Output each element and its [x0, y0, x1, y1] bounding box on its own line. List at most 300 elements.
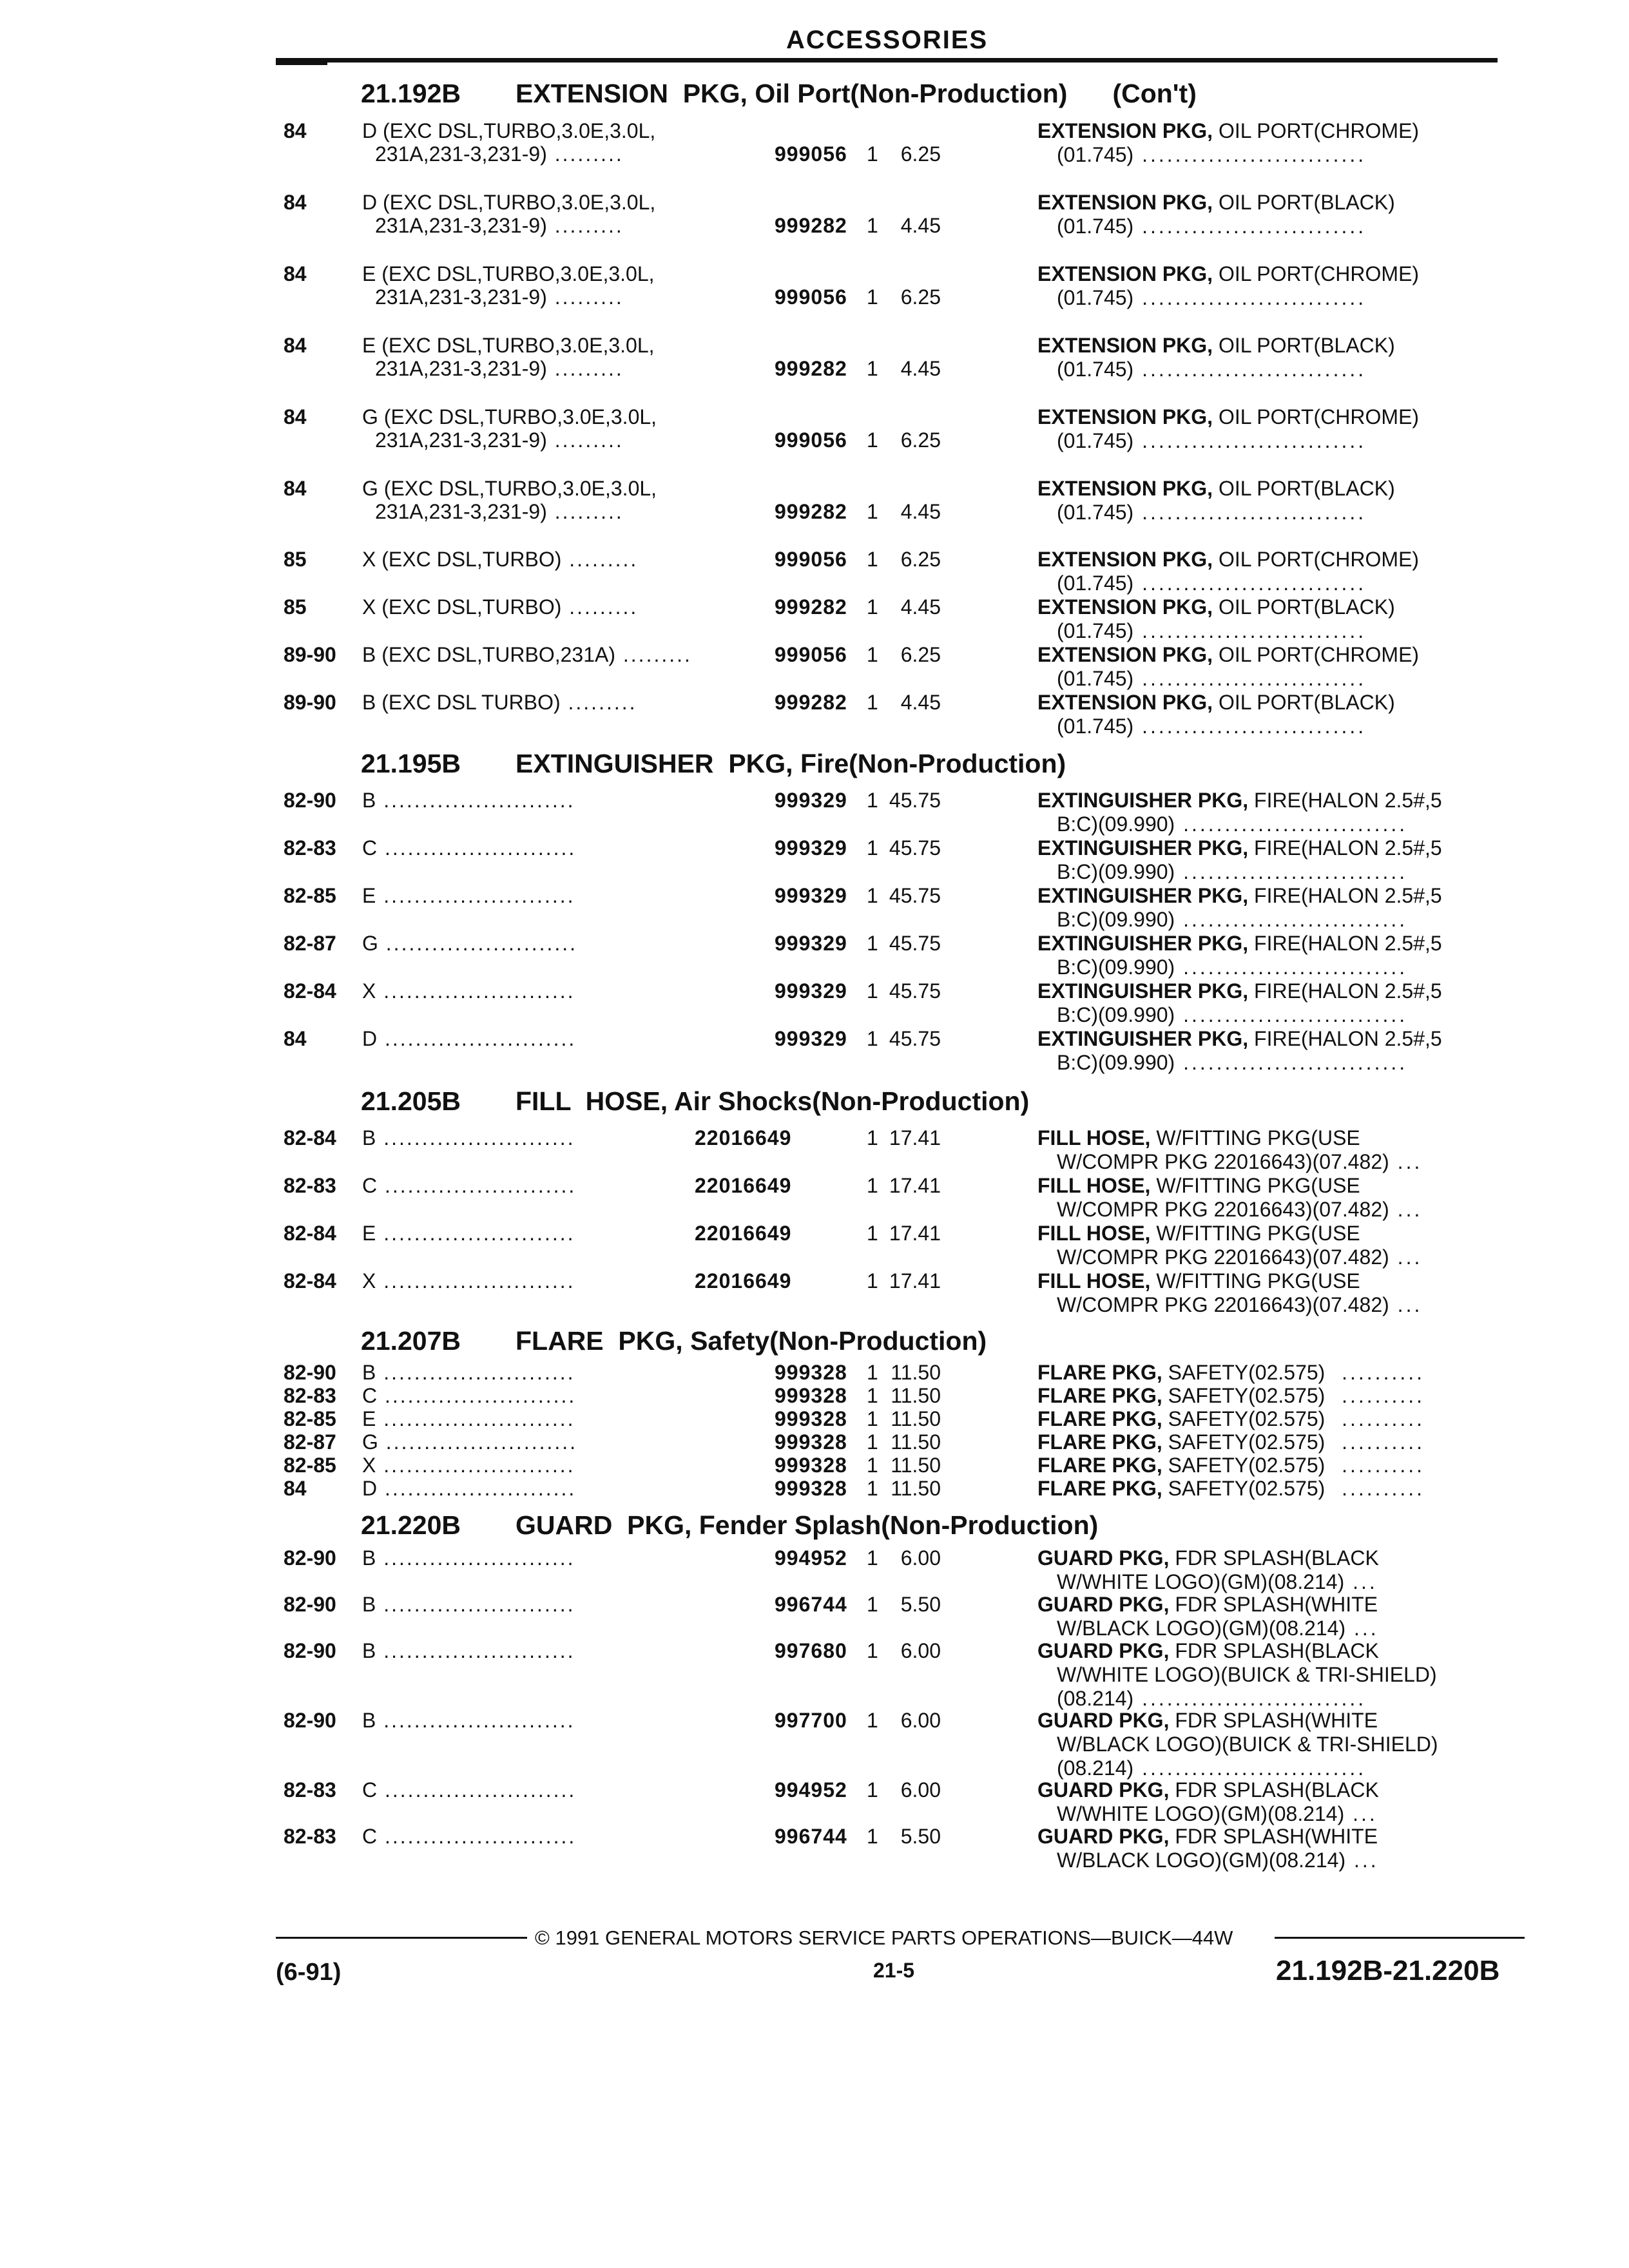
- application-line-1: C: [362, 1825, 378, 1848]
- description: [1037, 643, 1508, 691]
- model-year: 84: [284, 119, 307, 142]
- leader-dots: .........................: [377, 1384, 577, 1407]
- leader-dots: ...: [1389, 1245, 1423, 1269]
- description-text: OIL PORT(BLACK): [1213, 595, 1395, 619]
- description-line-1: [1037, 884, 1508, 908]
- application-line-1: B: [362, 1361, 376, 1384]
- description-text: OIL PORT(CHROME): [1213, 643, 1420, 666]
- application-line-1: G (EXC DSL,TURBO,3.0E,3.0L,: [362, 477, 657, 500]
- description-line-1: [1037, 1709, 1508, 1733]
- quantity: 1: [867, 428, 878, 452]
- description: [1037, 1407, 1508, 1431]
- part-number: 994952: [775, 1546, 847, 1570]
- leader-dots: .........: [560, 691, 637, 714]
- application-line-1: B: [362, 1709, 376, 1732]
- quantity: 1: [867, 1361, 878, 1384]
- leader-dots: .........: [561, 595, 639, 619]
- description-text-2: (01.745): [1057, 619, 1134, 642]
- description-line-1: [1037, 1454, 1508, 1477]
- description-text-2: B:C)(09.990): [1057, 956, 1175, 979]
- description-text-2: W/WHITE LOGO)(BUICK & TRI-SHIELD): [1057, 1663, 1437, 1686]
- part-number: 999056: [775, 548, 847, 571]
- leader-dots: .........: [615, 643, 692, 666]
- model-year: 84: [284, 405, 307, 428]
- quantity: 1: [867, 691, 878, 714]
- description-text: FIRE(HALON 2.5#,5: [1248, 836, 1442, 860]
- description-text-2: (01.745): [1057, 667, 1134, 690]
- description-text: OIL PORT(CHROME): [1213, 262, 1420, 285]
- description-line-3: [1037, 1756, 1508, 1780]
- description-keyword: GUARD PKG,: [1037, 1709, 1170, 1732]
- quantity: 1: [867, 1546, 878, 1570]
- description-text: FDR SPLASH(WHITE: [1169, 1709, 1378, 1732]
- application-line-2: [375, 142, 624, 166]
- part-number: 999056: [775, 285, 847, 309]
- description-text-2: W/BLACK LOGO)(BUICK & TRI-SHIELD): [1057, 1733, 1438, 1756]
- model-year: 84: [284, 191, 307, 214]
- application-line-1: E: [362, 884, 376, 907]
- price: 45.75: [889, 884, 941, 907]
- description-text-3: (08.214): [1057, 1687, 1134, 1710]
- leader-dots: ...........................: [1175, 956, 1408, 979]
- section-title: EXTENSION PKG, Oil Port(Non-Production): [516, 79, 1068, 108]
- leader-dots: ...: [1345, 1849, 1379, 1872]
- application-line-2-text: 231A,231-3,231-9): [375, 142, 547, 166]
- description-text: FDR SPLASH(BLACK: [1169, 1639, 1379, 1662]
- model-year: 84: [284, 334, 307, 357]
- part-number: 997680: [775, 1639, 847, 1662]
- description: [1037, 1709, 1508, 1780]
- description-line-2: [1037, 1150, 1508, 1174]
- description-text-2: (01.745): [1057, 429, 1134, 452]
- description-text: FIRE(HALON 2.5#,5: [1248, 789, 1442, 812]
- part-number: 999282: [775, 357, 847, 380]
- leader-dots: ...........................: [1133, 429, 1367, 452]
- description-line-2: [1037, 429, 1508, 453]
- quantity: 1: [867, 357, 878, 380]
- application-line-2: [375, 285, 624, 309]
- section-heading: [361, 1510, 1098, 1541]
- section-heading: [361, 749, 1066, 779]
- description-line-1: [1037, 691, 1508, 715]
- leader-dots: ...........................: [1133, 715, 1367, 738]
- part-number: 999328: [775, 1384, 847, 1407]
- description: [1037, 477, 1508, 524]
- description-line-1: [1037, 119, 1508, 143]
- price: 45.75: [889, 979, 941, 1003]
- price: 11.50: [891, 1454, 941, 1477]
- price: 6.25: [900, 428, 941, 452]
- leader-dots: ...........................: [1175, 908, 1408, 931]
- description-line-1: [1037, 1477, 1508, 1501]
- model-year: 82-90: [284, 1361, 336, 1384]
- quantity: 1: [867, 1639, 878, 1662]
- page-header-title: ACCESSORIES: [786, 26, 988, 54]
- price: 6.25: [900, 643, 941, 666]
- description-text-2: W/COMPR PKG 22016643)(07.482): [1057, 1150, 1389, 1173]
- description-text-2: (01.745): [1057, 215, 1134, 238]
- section-title: EXTINGUISHER PKG, Fire(Non-Production): [516, 749, 1066, 778]
- quantity: 1: [867, 142, 878, 166]
- description-line-1: [1037, 1027, 1508, 1051]
- part-number: 999328: [775, 1477, 847, 1500]
- description-line-2: [1037, 1245, 1508, 1269]
- leader-dots: ..........: [1325, 1477, 1425, 1500]
- model-year: 82-84: [284, 1269, 336, 1293]
- description-keyword: EXTENSION PKG,: [1037, 595, 1213, 619]
- leader-dots: .........................: [378, 1430, 578, 1454]
- leader-dots: .........................: [377, 1174, 577, 1197]
- description: [1037, 1269, 1508, 1317]
- description-keyword: FILL HOSE,: [1037, 1222, 1151, 1245]
- leader-dots: ...........................: [1133, 667, 1367, 690]
- leader-dots: .........................: [376, 1454, 575, 1477]
- description-keyword: FILL HOSE,: [1037, 1174, 1151, 1197]
- leader-dots: .........................: [376, 1126, 575, 1149]
- section-continued: (Con't): [1112, 79, 1197, 108]
- description-line-3: [1037, 1687, 1508, 1711]
- model-year: 82-83: [284, 1384, 336, 1407]
- header-rule-accent: [276, 62, 327, 65]
- description-line-2: [1037, 286, 1508, 310]
- model-year: 82-90: [284, 1546, 336, 1570]
- description-line-1: [1037, 477, 1508, 501]
- model-year: 82-83: [284, 836, 336, 860]
- description-text: OIL PORT(CHROME): [1213, 119, 1420, 142]
- application-line-2: [375, 214, 624, 238]
- part-number: 996744: [775, 1593, 847, 1616]
- application-line-1: B: [362, 1593, 376, 1616]
- application-line-1: D: [362, 1027, 378, 1050]
- part-number: 999329: [775, 932, 847, 955]
- description-line-2: [1037, 143, 1508, 167]
- model-year: 82-83: [284, 1825, 336, 1848]
- quantity: 1: [867, 979, 878, 1003]
- part-number: 994952: [775, 1778, 847, 1802]
- description-line-1: [1037, 1384, 1508, 1408]
- description: [1037, 1825, 1508, 1872]
- application-line-1: X (EXC DSL,TURBO): [362, 548, 562, 571]
- application-line-1: B: [362, 1639, 376, 1662]
- price: 5.50: [900, 1825, 941, 1848]
- part-number: 999328: [775, 1430, 847, 1454]
- price: 11.50: [891, 1361, 941, 1384]
- leader-dots: ...........................: [1133, 358, 1367, 381]
- description-line-2: [1037, 812, 1508, 836]
- description: [1037, 548, 1508, 595]
- leader-dots: ...: [1344, 1570, 1378, 1593]
- leader-dots: ...........................: [1133, 215, 1367, 238]
- description-keyword: EXTINGUISHER PKG,: [1037, 979, 1249, 1003]
- description-line-2: [1037, 1617, 1508, 1640]
- description-text: FDR SPLASH(BLACK: [1169, 1778, 1379, 1802]
- model-year: 82-90: [284, 1593, 336, 1616]
- leader-dots: ...: [1389, 1150, 1423, 1173]
- description: [1037, 1546, 1508, 1594]
- leader-dots: .........: [561, 548, 639, 571]
- part-number: 999056: [775, 643, 847, 666]
- description: [1037, 334, 1508, 381]
- description-line-2: [1037, 1051, 1508, 1075]
- price: 45.75: [889, 932, 941, 955]
- description-line-1: [1037, 1778, 1508, 1802]
- leader-dots: ...: [1389, 1293, 1423, 1316]
- model-year: 85: [284, 548, 307, 571]
- description: [1037, 884, 1508, 932]
- description-line-1: [1037, 548, 1508, 572]
- quantity: 1: [867, 1477, 878, 1500]
- part-number: 999329: [775, 789, 847, 812]
- description: [1037, 1593, 1508, 1640]
- description: [1037, 1639, 1508, 1711]
- leader-dots: ..........: [1325, 1407, 1425, 1430]
- leader-dots: .........................: [377, 1778, 577, 1802]
- application-line-1: D (EXC DSL,TURBO,3.0E,3.0L,: [362, 119, 656, 142]
- description-line-2: [1037, 619, 1508, 643]
- leader-dots: ...........................: [1133, 1687, 1367, 1710]
- description-text: SAFETY(02.575): [1162, 1454, 1325, 1477]
- description-text: FDR SPLASH(WHITE: [1169, 1825, 1378, 1848]
- model-year: 82-85: [284, 1407, 336, 1430]
- section-title: GUARD PKG, Fender Splash(Non-Production): [516, 1510, 1099, 1540]
- price: 4.45: [900, 357, 941, 380]
- leader-dots: .........................: [376, 1407, 575, 1430]
- description-line-2: [1037, 1293, 1508, 1317]
- description-line-1: [1037, 1593, 1508, 1617]
- price: 6.25: [900, 142, 941, 166]
- description-keyword: GUARD PKG,: [1037, 1825, 1170, 1848]
- description-line-2: [1037, 1663, 1508, 1687]
- quantity: 1: [867, 1454, 878, 1477]
- description-line-1: [1037, 1222, 1508, 1245]
- description: [1037, 1174, 1508, 1222]
- part-number: 999328: [775, 1407, 847, 1430]
- model-year: 85: [284, 595, 307, 619]
- part-number: 22016649: [695, 1126, 792, 1149]
- price: 17.41: [889, 1126, 941, 1149]
- quantity: 1: [867, 643, 878, 666]
- description-text-2: B:C)(09.990): [1057, 1003, 1175, 1026]
- description-text: OIL PORT(CHROME): [1213, 548, 1420, 571]
- description-text-2: (01.745): [1057, 143, 1134, 166]
- description-text: FIRE(HALON 2.5#,5: [1248, 979, 1442, 1003]
- leader-dots: ...: [1344, 1802, 1378, 1825]
- model-year: 82-87: [284, 932, 336, 955]
- application-line-2-text: 231A,231-3,231-9): [375, 357, 547, 380]
- quantity: 1: [867, 884, 878, 907]
- description: [1037, 191, 1508, 238]
- section-heading: [361, 79, 1197, 109]
- application-line-1: G: [362, 1430, 378, 1454]
- description-line-2: [1037, 1802, 1508, 1826]
- description-text: W/FITTING PKG(USE: [1150, 1222, 1360, 1245]
- description-line-2: [1037, 1198, 1508, 1222]
- leader-dots: ..........: [1325, 1384, 1425, 1407]
- header-rule: [276, 58, 1498, 62]
- leader-dots: .........: [546, 500, 624, 523]
- model-year: 82-84: [284, 979, 336, 1003]
- leader-dots: .........................: [377, 1477, 577, 1500]
- description-keyword: EXTENSION PKG,: [1037, 691, 1213, 714]
- part-number: 22016649: [695, 1174, 792, 1197]
- part-number: 999328: [775, 1454, 847, 1477]
- leader-dots: ...: [1389, 1198, 1423, 1221]
- part-number: 999056: [775, 142, 847, 166]
- section-heading: [361, 1086, 1029, 1117]
- leader-dots: .........................: [376, 1709, 575, 1732]
- footer-copyright: © 1991 GENERAL MOTORS SERVICE PARTS OPERATIONS—BUICK—44W: [535, 1927, 1233, 1949]
- application-line-1: B: [362, 1126, 376, 1149]
- description-line-2: [1037, 215, 1508, 238]
- part-number: 999282: [775, 500, 847, 523]
- price: 17.41: [889, 1269, 941, 1293]
- application-line-1: C: [362, 1384, 378, 1407]
- quantity: 1: [867, 1027, 878, 1050]
- description-text: SAFETY(02.575): [1162, 1407, 1325, 1430]
- application-line-2-text: 231A,231-3,231-9): [375, 285, 547, 309]
- application-line-1: E (EXC DSL,TURBO,3.0E,3.0L,: [362, 334, 655, 357]
- description-text-2: B:C)(09.990): [1057, 1051, 1175, 1074]
- description-keyword: EXTENSION PKG,: [1037, 191, 1213, 214]
- model-year: 82-90: [284, 1639, 336, 1662]
- description: [1037, 691, 1508, 738]
- model-year: 84: [284, 1477, 307, 1500]
- quantity: 1: [867, 1430, 878, 1454]
- leader-dots: .........................: [376, 1269, 575, 1293]
- description-line-1: [1037, 1430, 1508, 1454]
- leader-dots: .........: [546, 357, 624, 380]
- application-line-1: E: [362, 1222, 376, 1245]
- description-keyword: FLARE PKG,: [1037, 1477, 1162, 1500]
- quantity: 1: [867, 789, 878, 812]
- description-text: FIRE(HALON 2.5#,5: [1248, 1027, 1442, 1050]
- application-line-2: [375, 500, 624, 524]
- price: 6.25: [900, 285, 941, 309]
- section-title: FILL HOSE, Air Shocks(Non-Production): [516, 1086, 1030, 1116]
- part-number: 22016649: [695, 1222, 792, 1245]
- model-year: 82-85: [284, 884, 336, 907]
- part-number: 999282: [775, 595, 847, 619]
- leader-dots: .........: [546, 285, 624, 309]
- quantity: 1: [867, 1174, 878, 1197]
- part-number: 999056: [775, 428, 847, 452]
- description-line-1: [1037, 1825, 1508, 1849]
- description-text: OIL PORT(BLACK): [1213, 691, 1395, 714]
- quantity: 1: [867, 1269, 878, 1293]
- description-text: SAFETY(02.575): [1162, 1384, 1325, 1407]
- description-text: FIRE(HALON 2.5#,5: [1248, 884, 1442, 907]
- application-line-2: [375, 428, 624, 452]
- quantity: 1: [867, 595, 878, 619]
- leader-dots: ...........................: [1175, 860, 1408, 883]
- model-year: 82-87: [284, 1430, 336, 1454]
- quantity: 1: [867, 1778, 878, 1802]
- description: [1037, 1384, 1508, 1408]
- application-line-1: D: [362, 1477, 378, 1500]
- application-line-1: E (EXC DSL,TURBO,3.0E,3.0L,: [362, 262, 655, 285]
- price: 11.50: [891, 1477, 941, 1500]
- application-line-1: B: [362, 1546, 376, 1570]
- description-line-1: [1037, 1407, 1508, 1431]
- description: [1037, 405, 1508, 453]
- description-text-2: (01.745): [1057, 572, 1134, 595]
- description-text-2: B:C)(09.990): [1057, 860, 1175, 883]
- description-line-1: [1037, 191, 1508, 215]
- description-keyword: FLARE PKG,: [1037, 1384, 1162, 1407]
- leader-dots: .........................: [377, 1825, 577, 1848]
- price: 11.50: [891, 1384, 941, 1407]
- description-keyword: FLARE PKG,: [1037, 1361, 1162, 1384]
- leader-dots: ...........................: [1175, 1051, 1408, 1074]
- description-text: FDR SPLASH(WHITE: [1169, 1593, 1378, 1616]
- description-text: W/FITTING PKG(USE: [1150, 1126, 1360, 1149]
- description-text-2: (01.745): [1057, 501, 1134, 524]
- section-number: 21.195B: [361, 749, 461, 778]
- price: 45.75: [889, 1027, 941, 1050]
- price: 45.75: [889, 789, 941, 812]
- description-keyword: EXTENSION PKG,: [1037, 643, 1213, 666]
- quantity: 1: [867, 1126, 878, 1149]
- part-number: 999329: [775, 884, 847, 907]
- application-line-1: G (EXC DSL,TURBO,3.0E,3.0L,: [362, 405, 657, 428]
- quantity: 1: [867, 1825, 878, 1848]
- description-line-1: [1037, 1361, 1508, 1385]
- model-year: 82-85: [284, 1454, 336, 1477]
- quantity: 1: [867, 1709, 878, 1732]
- description-text: SAFETY(02.575): [1162, 1430, 1325, 1454]
- leader-dots: .........................: [376, 884, 575, 907]
- description-text-2: (01.745): [1057, 358, 1134, 381]
- model-year: 82-83: [284, 1778, 336, 1802]
- quantity: 1: [867, 1407, 878, 1430]
- description: [1037, 836, 1508, 884]
- description-text: OIL PORT(BLACK): [1213, 477, 1395, 500]
- price: 6.00: [900, 1709, 941, 1732]
- description-line-2: [1037, 572, 1508, 595]
- price: 4.45: [900, 595, 941, 619]
- model-year: 84: [284, 1027, 307, 1050]
- footer-rule-left: [276, 1937, 527, 1939]
- description-text: OIL PORT(CHROME): [1213, 405, 1420, 428]
- part-number: 999282: [775, 214, 847, 237]
- description-line-2: [1037, 715, 1508, 738]
- application-line-2: [375, 357, 624, 381]
- description-line-2: [1037, 358, 1508, 381]
- leader-dots: ...........................: [1133, 572, 1367, 595]
- leader-dots: ...: [1345, 1617, 1379, 1640]
- application-line-1: C: [362, 1778, 378, 1802]
- leader-dots: .........................: [376, 1546, 575, 1570]
- description: [1037, 1778, 1508, 1826]
- description-text: OIL PORT(BLACK): [1213, 191, 1395, 214]
- description: [1037, 1477, 1508, 1501]
- part-number: 22016649: [695, 1269, 792, 1293]
- description-text: W/FITTING PKG(USE: [1150, 1174, 1360, 1197]
- part-number: 999282: [775, 691, 847, 714]
- leader-dots: ...........................: [1133, 286, 1367, 309]
- footer-date: (6-91): [276, 1959, 342, 1986]
- leader-dots: ...........................: [1175, 1003, 1408, 1026]
- leader-dots: ...........................: [1175, 812, 1408, 836]
- leader-dots: .........................: [378, 932, 578, 955]
- description-keyword: GUARD PKG,: [1037, 1546, 1170, 1570]
- description-line-2: [1037, 667, 1508, 691]
- application-line-1: B (EXC DSL,TURBO,231A): [362, 643, 615, 666]
- description-line-2: [1037, 908, 1508, 932]
- leader-dots: ...........................: [1133, 501, 1367, 524]
- price: 4.45: [900, 214, 941, 237]
- application-line-1: X (EXC DSL,TURBO): [362, 595, 562, 619]
